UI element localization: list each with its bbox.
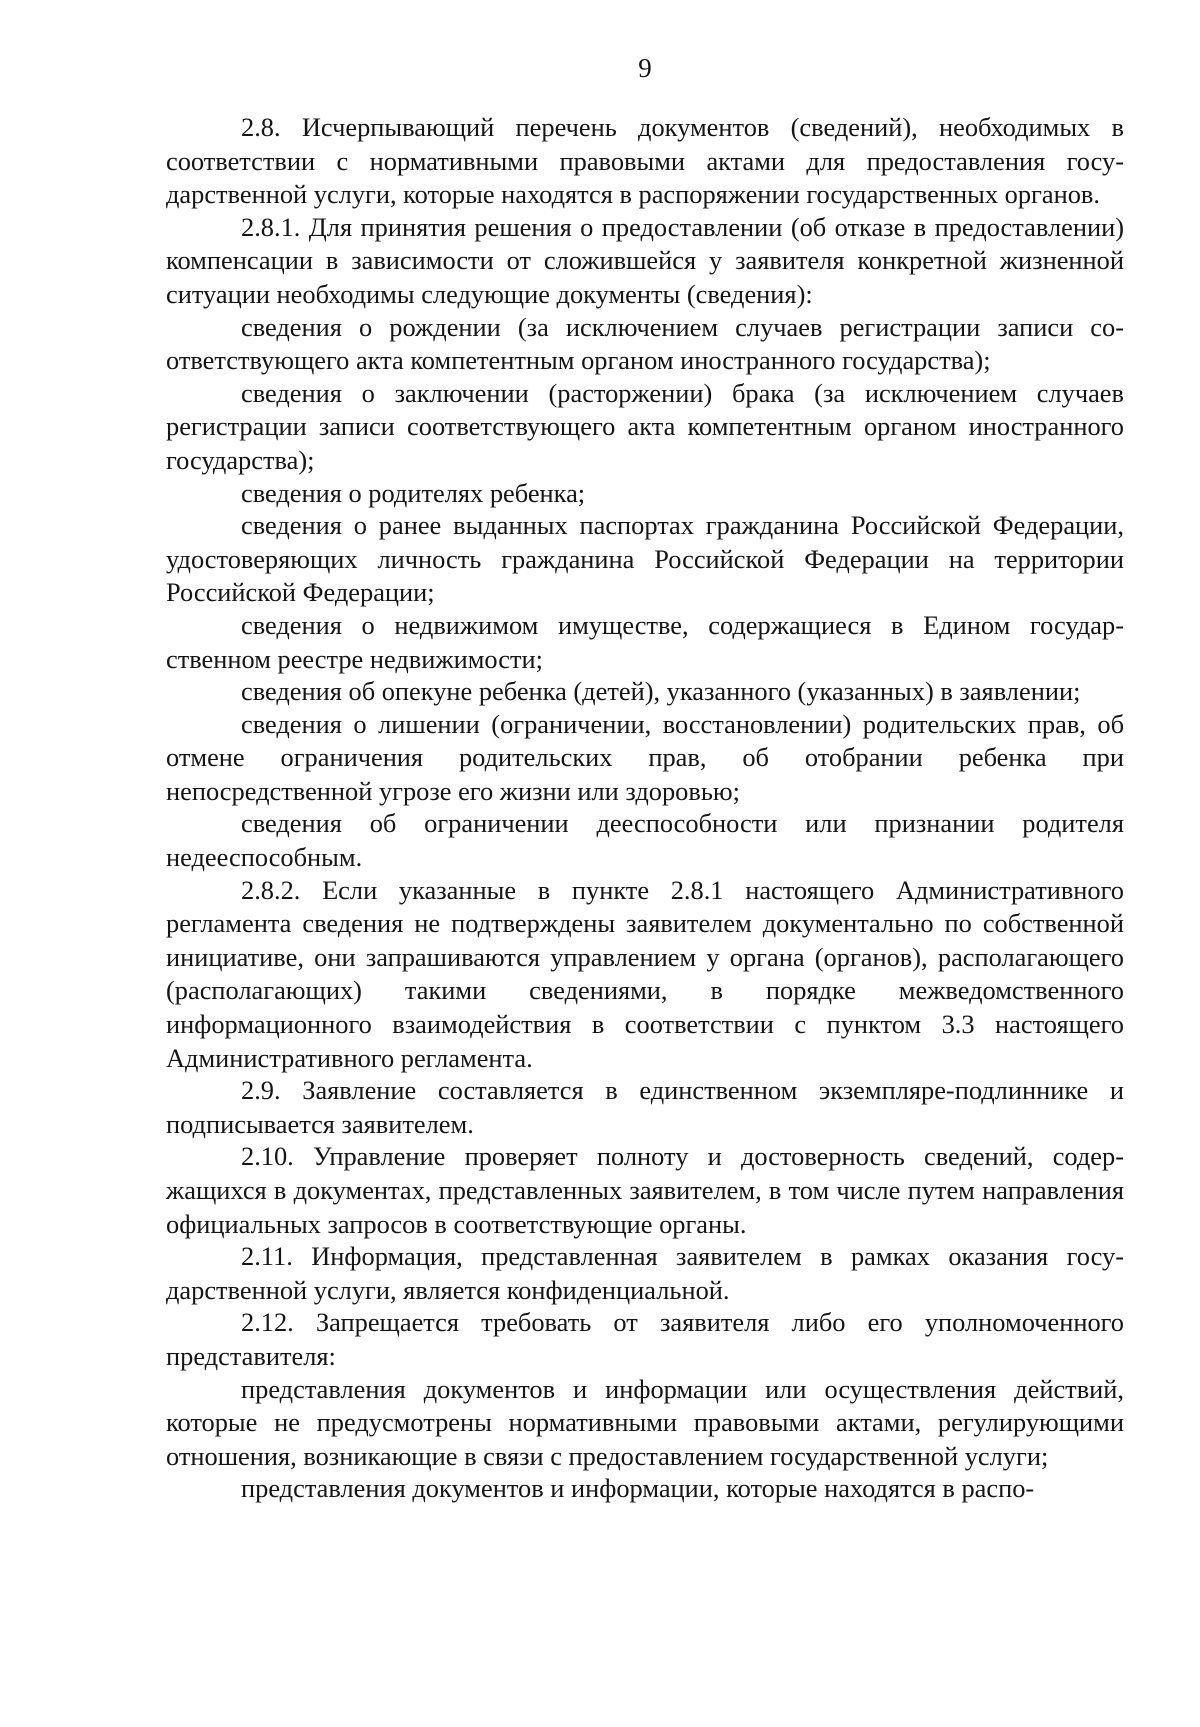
list-item-documents-actions: представления документов и информации или осуществления действий, которые не предусмотрены нормативными правовыми актами, регулирующими отношения, возникающие в связи с предоставлением государственной услуги;	[166, 1373, 1124, 1471]
list-item-property-info: сведения о недвижимом имуществе, содержащиеся в Едином государственном реестре недвижимости;	[166, 609, 1124, 674]
list-item-guardian-info: сведения об опекуне ребенка (детей), указанного (указанных) в заявлении;	[241, 676, 1081, 707]
list-item-documents-information: представления документов и информации, которые находятся в распо-	[241, 1473, 1035, 1504]
list-item-birth-info: сведения о рождении (за исключением случаев регистрации записи соответствующего акта компетентным органом иностранного государства);	[166, 311, 1124, 376]
paragraph-2-12: 2.12. Запрещается требовать от заявителя либо его уполномоченного представителя:	[166, 1307, 1124, 1371]
list-item-marriage-info: сведения о заключении (расторжении) брака (за исключением случаев регистрации записи соответствующего акта компетентным органом иностранного государства);	[166, 377, 1124, 475]
paragraph-2-11: 2.11. Информация, представленная заявителем в рамках оказания государственной услуги, является конфиденциальной.	[166, 1241, 1124, 1305]
paragraph-2-8: 2.8. Исчерпывающий перечень документов (сведений), необходимых в соответствии с нормативными правовыми актами для предоставления государственной услуги, которые находятся в распоряжении государственных органов.	[166, 112, 1124, 210]
paragraph-2-9: 2.9. Заявление составляется в единственном экземпляре-подлиннике и подписывается заявителем.	[166, 1075, 1124, 1139]
page-number: 9	[638, 53, 652, 83]
list-item-capacity-info: сведения об ограничении дееспособности или признании родителя недееспособным.	[166, 808, 1124, 873]
list-item-passport-info: сведения о ранее выданных паспортах гражданина Российской Федерации, удостоверяющих личность гражданина Российской Федерации на территории Российской Федерации;	[166, 510, 1124, 608]
paragraph-2-10: 2.10. Управление проверяет полноту и достоверность сведений, содержащихся в документах, представленных заявителем, в том числе путем направления официальных запросов в соответствующие органы.	[166, 1141, 1124, 1239]
document-body	[166, 111, 1124, 1506]
paragraph-2-8-2: 2.8.2. Если указанные в пункте 2.8.1 настоящего Административного регламента сведения не подтверждены заявителем документально по собственной инициативе, они запрашиваются управлением у органа (органов), располагающего (располагающих) такими сведениями, в порядке межведомственного информационного взаимодействия в соответствии с пунктом 3.3 настоящего Административного регламента.	[166, 874, 1124, 1073]
list-item-parental-rights-info: сведения о лишении (ограничении, восстановлении) родительских прав, об отмене ограничения родительских прав, об отобрании ребенка при непосредственной угрозе его жизни или здоровью;	[166, 708, 1124, 806]
list-item-parents-info: сведения о родителях ребенка;	[241, 477, 586, 508]
paragraph-2-8-1: 2.8.1. Для принятия решения о предоставлении (об отказе в предоставлении) компенсации в зависимости от сложившейся у заявителя конкретной жизненной ситуации необходимы следующие документы (сведения):	[166, 211, 1124, 309]
